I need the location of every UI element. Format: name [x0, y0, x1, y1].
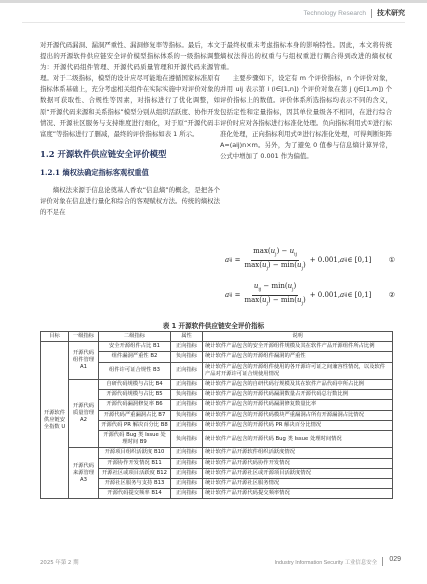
description-cell: 统计软件产品开源软件组织活跃度情况	[203, 448, 393, 458]
column-header: 说明	[203, 332, 393, 342]
header-top-band	[0, 0, 427, 3]
right-column	[220, 40, 392, 162]
table-row	[41, 380, 393, 390]
column-header: 二级指标	[99, 332, 171, 342]
issue-label: 2025 年第 2 期	[40, 560, 79, 566]
secondary-indicator-cell: 开源代码提交频率 B14	[99, 489, 171, 499]
formula-1: a ij = $\frac{\max(u_j) - u_{ij}}{\max(u_j) - \min(u_j)}$ + 0.001, a ij ∈ [0,1] ①	[225, 247, 395, 271]
paragraph: 主要步骤如下，设定有 m 个评价指标，n 个评价对象，并用 uij 表示第 i (i∈[1,n]) 个评价对象在第 j (j∈[1,m]) 个评价指标上的数值。评价体系所选指标均表示不同的含义，包括定性和定量指标，因其单位量级各不相同，在进行综合评价时应对各指标进行标准化处理。负向指标利用式①进行标准化处理，正向指标利用式②进行标准化处理，可得判断矩阵 A=(aij)n×m。另外，为了避免 0 值参与信息熵计算异常，公式中增加了 0.001 作为偏值。	[220, 74, 392, 160]
secondary-indicator-cell: 开源代码 Bug 类 Issue 处理时间 B9	[99, 431, 171, 448]
attribute-cell: 正向指标	[171, 400, 203, 410]
table-header-row	[41, 332, 393, 342]
formula-number: ②	[388, 291, 395, 299]
secondary-indicator-cell: 开源社区服务与支持 B13	[99, 479, 171, 489]
primary-indicator-cell: 开源代码质量管理 A2	[69, 380, 99, 448]
column-header: 属性	[171, 332, 203, 342]
attribute-cell: 正向指标	[171, 380, 203, 390]
header-rule	[22, 22, 405, 23]
description-cell: 统计软件产品包含的开源代码漏洞数量占开源代码总行数比例	[203, 390, 393, 400]
header-divider	[371, 9, 372, 18]
secondary-indicator-cell: 开源项目组织活跃度 B10	[99, 448, 171, 458]
page-number: 029	[389, 556, 401, 563]
paragraph: 于最终权重未考虑指标本身的影响特性。因此，本文将传统熵权法得出的权重与与组权重进行耦合得到改进的熵权权重。	[220, 41, 392, 72]
attribute-cell: 正向指标	[171, 448, 203, 458]
table-row	[41, 448, 393, 458]
section-heading: 1.2 开源软件供应链安全评价模型	[40, 148, 167, 159]
attribute-cell: 正向指标	[171, 458, 203, 468]
attribute-cell: 正向指标	[171, 362, 203, 379]
attribute-cell: 正向指标	[171, 468, 203, 478]
description-cell: 统计软件产品开源代码提交频率情况	[203, 489, 393, 499]
formula-2: a ij = $\frac{u_{ij} - \min(u_j)}{\max(u_j) - \min(u_j)}$ + 0.001, a ij ∈ [0,1] ②	[225, 282, 395, 306]
secondary-indicator-cell: 组件漏洞严重性 B2	[99, 352, 171, 362]
paragraph: 对开源代码漏洞、漏洞严重性、漏洞修复率等指标。最后，本文提出的开源软件供应链安全评价模型指标体系的一级指标调整为：开源代码组件管理、开源代码质量管理和开源代码来源管理。对于二级指标，模型的设计应尽可能地在遵循国家标准原有指标体系基础上，充分考虑相关组件在实际实施中对评价对象的数据可获取性、合规性等因素，对指标进行了优化调整，如原“开源代码来源和关系指标”模型分别从组织活跃度、协作开发情况、开源社区服务与支持维度进行细化，对于原“开源代码丰富度”等指标进行了删减，最终的评价指标如表 1 所示。	[40, 41, 220, 138]
description-cell: 统计软件产品包含的开源组件使用的各开源许可证之间兼容性情况，以及软件产品对开源许可证合规使用情况	[203, 362, 393, 379]
attribute-cell: 正向指标	[171, 479, 203, 489]
description-cell: 统计软件产品开源社区服务情况	[203, 479, 393, 489]
magazine-name: Industry Information Security 工业信息安全	[274, 560, 377, 566]
description-cell: 统计软件产品包含的开源代码 Bug 类 Issue 处理时间情况	[203, 431, 393, 448]
attribute-cell: 负向指标	[171, 431, 203, 448]
indicator-table	[40, 331, 393, 499]
primary-indicator-cell: 开源代码组件管理 A1	[69, 342, 99, 380]
secondary-indicator-cell: 开源代码规模与占比 B5	[99, 390, 171, 400]
description-cell: 统计软件产品包含的自研代码行规模及其在软件产品代码中所占比例	[203, 380, 393, 390]
attribute-cell: 负向指标	[171, 352, 203, 362]
attribute-cell: 负向指标	[171, 410, 203, 420]
left-column	[40, 40, 220, 218]
description-cell: 统计软件产品包含的开源代码模块严重漏洞占所有开源漏洞占比情况	[203, 410, 393, 420]
attribute-cell: 正向指标	[171, 420, 203, 430]
secondary-indicator-cell: 开源社区或项目活跃度 B12	[99, 468, 171, 478]
attribute-cell: 正向指标	[171, 342, 203, 352]
target-cell: 开源软件供应链安全指数 U	[41, 342, 69, 499]
secondary-indicator-cell: 开源代码漏洞修复率 B6	[99, 400, 171, 410]
primary-indicator-cell: 开源代码来源管理 A3	[69, 448, 99, 499]
running-header	[303, 8, 405, 18]
footer-divider	[382, 557, 383, 566]
formula-number: ①	[388, 256, 395, 264]
page-footer	[0, 555, 427, 569]
description-cell: 统计软件产品开源社区或开源项目活跃度情况	[203, 468, 393, 478]
description-cell: 统计软件产品包含的开源代码漏洞修复数量比率	[203, 400, 393, 410]
table-caption: 表 1 开源软件供应链安全评价指标	[162, 322, 265, 330]
column-header: 目标	[41, 332, 69, 342]
subsection-heading: 1.2.1 熵权法确定指标客观权重值	[40, 167, 149, 177]
attribute-cell: 正向指标	[171, 489, 203, 499]
description-cell: 统计软件产品包含的开源组件漏洞的严重性	[203, 352, 393, 362]
column-header: 一级指标	[69, 332, 99, 342]
secondary-indicator-cell: 自研代码规模与占比 B4	[99, 380, 171, 390]
paragraph: 熵权法来源于信息论奠基人香农“信息熵”的概念，是把各个评价对象在信息进行量化和综合的客观赋权方法。传统的熵权法的不足在	[40, 185, 220, 217]
secondary-indicator-cell: 安全开源组件占比 B1	[99, 342, 171, 352]
secondary-indicator-cell: 开源协作开发情况 B11	[99, 458, 171, 468]
description-cell: 统计软件产品包含的安全开源组件规模及其在软件产品开源组件所占比例	[203, 342, 393, 352]
attribute-cell: 负向指标	[171, 390, 203, 400]
secondary-indicator-cell: 组件许可证合规性 B3	[99, 362, 171, 379]
table-row	[41, 342, 393, 352]
secondary-indicator-cell: 开源代码 PR 解决百分比 B8	[99, 420, 171, 430]
description-cell: 统计软件产品开源代码协作开发情况	[203, 458, 393, 468]
header-section-en: Technology Research	[303, 9, 366, 17]
secondary-indicator-cell: 开源代码严重漏洞占比 B7	[99, 410, 171, 420]
header-section-cn: 技术研究	[377, 9, 405, 17]
description-cell: 统计软件产品包含的开源代码 PR 解决百分比情况	[203, 420, 393, 430]
